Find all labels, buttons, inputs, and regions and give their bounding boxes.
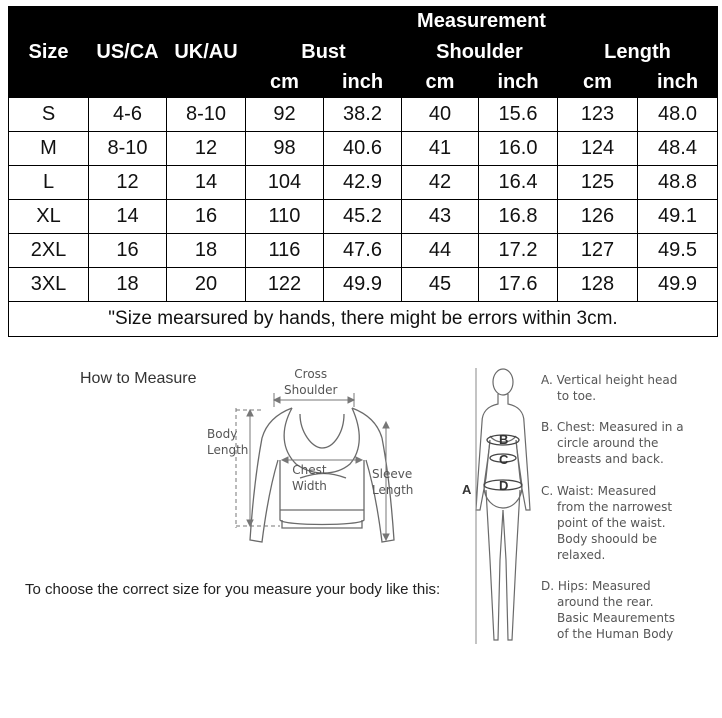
bust-header: Bust: [246, 37, 402, 68]
table-cell: 98: [246, 132, 324, 166]
table-cell: 49.5: [638, 234, 718, 268]
how-to-measure-title: How to Measure: [80, 370, 197, 387]
table-cell: 18: [89, 268, 167, 302]
table-cell: 48.4: [638, 132, 718, 166]
table-cell: 116: [246, 234, 324, 268]
size-header: Size: [9, 7, 89, 98]
chest-width-label: Chest Width: [292, 463, 327, 493]
table-cell: 20: [167, 268, 246, 302]
size-chart-table: [8, 6, 718, 337]
table-cell: 3XL: [9, 268, 89, 302]
table-cell: 45.2: [324, 200, 402, 234]
letter-d-label: D: [499, 478, 509, 493]
table-cell: 18: [167, 234, 246, 268]
letter-b-label: B: [499, 432, 509, 447]
table-cell: 42: [402, 166, 479, 200]
cross-shoulder-label: Cross Shoulder: [284, 367, 338, 397]
table-cell: 43: [402, 200, 479, 234]
table-cell: 8-10: [167, 98, 246, 132]
unit-header: inch: [324, 68, 402, 98]
table-row: [9, 268, 718, 302]
length-header: Length: [558, 37, 718, 68]
unit-header: inch: [479, 68, 558, 98]
definition-a: A. Vertical height head to toe.: [541, 373, 678, 403]
table-cell: 47.6: [324, 234, 402, 268]
table-cell: 16.0: [479, 132, 558, 166]
table-cell: 48.8: [638, 166, 718, 200]
unit-header: cm: [246, 68, 324, 98]
unit-header: inch: [638, 68, 718, 98]
table-cell: 127: [558, 234, 638, 268]
table-row: [9, 234, 718, 268]
body-length-label: Body Length: [207, 427, 249, 457]
letter-c-label: C: [499, 452, 509, 467]
table-row: [9, 98, 718, 132]
table-cell: 45: [402, 268, 479, 302]
unit-header: cm: [558, 68, 638, 98]
sleeve-length-label: Sleeve Length: [372, 467, 414, 497]
table-cell: L: [9, 166, 89, 200]
usca-header: US/CA: [89, 7, 167, 98]
letter-a-label: A: [462, 482, 472, 497]
shoulder-header: Shoulder: [402, 37, 558, 68]
table-cell: 123: [558, 98, 638, 132]
table-cell: 125: [558, 166, 638, 200]
table-cell: 42.9: [324, 166, 402, 200]
table-cell: 4-6: [89, 98, 167, 132]
table-cell: 17.2: [479, 234, 558, 268]
table-cell: 124: [558, 132, 638, 166]
table-cell: 48.0: [638, 98, 718, 132]
table-cell: 49.1: [638, 200, 718, 234]
table-cell: 17.6: [479, 268, 558, 302]
table-cell: 104: [246, 166, 324, 200]
table-cell: 122: [246, 268, 324, 302]
definition-b: B. Chest: Measured in a circle around the breasts and back.: [541, 420, 684, 466]
measurement-note: "Size mearsured by hands, there might be errors within 3cm.: [9, 302, 718, 337]
table-row: [9, 166, 718, 200]
unit-header: cm: [402, 68, 479, 98]
table-cell: 49.9: [324, 268, 402, 302]
table-cell: 40.6: [324, 132, 402, 166]
table-cell: 2XL: [9, 234, 89, 268]
table-cell: 38.2: [324, 98, 402, 132]
table-cell: 15.6: [479, 98, 558, 132]
table-cell: S: [9, 98, 89, 132]
table-cell: 8-10: [89, 132, 167, 166]
table-cell: 49.9: [638, 268, 718, 302]
table-cell: XL: [9, 200, 89, 234]
table-cell: 16: [167, 200, 246, 234]
how-to-measure-diagram: [0, 360, 722, 718]
table-row: [9, 200, 718, 234]
definition-d: D. Hips: Measured around the rear. Basic Meaurements of the Human Body: [541, 579, 675, 641]
measurement-header: Measurement: [246, 7, 718, 37]
definition-c: C. Waist: Measured from the narrowest point of the waist. Body shoould be relaxed.: [541, 484, 673, 562]
table-cell: 12: [89, 166, 167, 200]
table-cell: 16: [89, 234, 167, 268]
table-cell: 110: [246, 200, 324, 234]
measure-instructions: To choose the correct size for you measure your body like this:: [25, 581, 441, 598]
ukau-header: UK/AU: [167, 7, 246, 98]
table-cell: 92: [246, 98, 324, 132]
table-cell: 41: [402, 132, 479, 166]
table-cell: 14: [167, 166, 246, 200]
table-cell: 40: [402, 98, 479, 132]
table-cell: 16.4: [479, 166, 558, 200]
table-cell: 126: [558, 200, 638, 234]
table-cell: 44: [402, 234, 479, 268]
table-cell: 16.8: [479, 200, 558, 234]
table-cell: 12: [167, 132, 246, 166]
table-cell: M: [9, 132, 89, 166]
table-cell: 14: [89, 200, 167, 234]
table-cell: 128: [558, 268, 638, 302]
table-row: [9, 132, 718, 166]
